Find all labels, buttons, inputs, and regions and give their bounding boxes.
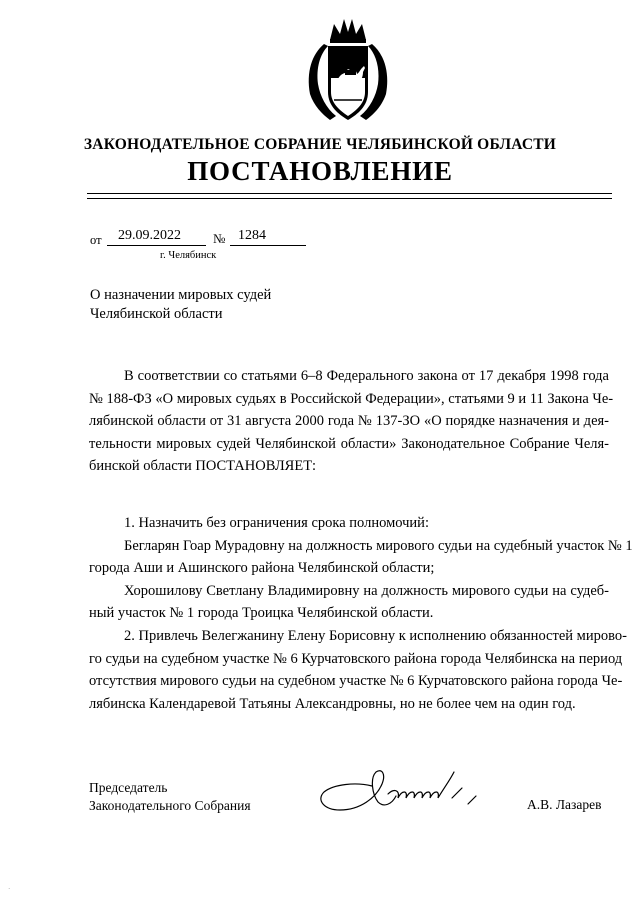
clause-2-line: 2. Привлечь Велегжанину Елену Борисовну к исполнению обязанностей мирово- xyxy=(124,628,627,644)
appointee-line: города Аши и Ашинского района Челябинской области; xyxy=(89,560,435,576)
preamble-line: бинской области ПОСТАНОВЛЯЕТ: xyxy=(89,458,317,474)
number-prefix: № xyxy=(213,231,226,246)
signatory-title-line: Председатель xyxy=(89,780,168,795)
header-rule-thick xyxy=(87,193,612,194)
signatory-title xyxy=(89,779,251,815)
subject-line: Челябинской области xyxy=(90,306,223,322)
number-underline xyxy=(230,245,306,246)
signatory-name: А.В. Лазарев xyxy=(527,797,602,812)
document-type-title: ПОСТАНОВЛЕНИЕ xyxy=(187,156,453,186)
appointee-line: ный участок № 1 города Троицка Челябинской области. xyxy=(89,605,434,621)
clause-2-line: го судьи на судебном участке № 6 Курчатовского района города Челябинска на период xyxy=(89,650,623,667)
chelyabinsk-crest-icon xyxy=(296,10,400,128)
preamble-line: лябинской области от 31 августа 2000 года № 137-ЗО «О порядке назначения и дея- xyxy=(89,413,609,429)
document-number: 1284 xyxy=(238,228,266,243)
preamble-paragraph xyxy=(89,365,614,478)
date-underline xyxy=(107,245,206,246)
appointee-line: Хорошилову Светлану Владимировну на должность мирового судьи на судеб- xyxy=(124,582,609,599)
handwritten-signature-icon xyxy=(312,758,487,824)
signatory-title-line: Законодательного Собрания xyxy=(89,798,251,813)
document-subject xyxy=(90,286,390,324)
date-prefix: от xyxy=(90,233,102,247)
clause-2-line: лябинска Календаревой Татьяны Александровны, но не более чем на один год. xyxy=(89,695,576,712)
preamble-line: В соответствии со статьями 6–8 Федерального закона от 17 декабря 1998 года xyxy=(124,368,609,384)
appointee-line: Бегларян Гоар Мурадовну на должность мирового судьи на судебный участок № 1 xyxy=(124,537,633,554)
clause-2-line: отсутствия мирового судьи на судебном участке № 6 Курчатовского района города Че- xyxy=(89,673,623,689)
page-mark: · xyxy=(8,885,11,893)
subject-line: О назначении мировых судей xyxy=(90,287,272,303)
organization-title: ЗАКОНОДАТЕЛЬНОЕ СОБРАНИЕ ЧЕЛЯБИНСКОЙ ОБЛАСТИ xyxy=(83,136,557,153)
preamble-line: тельности мировых судей Челябинской области» Законодательное Собрание Челя- xyxy=(89,435,609,452)
clause-1-heading: 1. Назначить без ограничения срока полномочий: xyxy=(124,515,429,531)
city-label: г. Челябинск xyxy=(160,250,217,261)
header-rule-thin xyxy=(87,198,612,199)
clause-1 xyxy=(89,512,633,625)
document-date: 29.09.2022 xyxy=(118,228,181,243)
preamble-line: № 188-ФЗ «О мировых судьях в Российской Федерации», статьями 9 и 11 Закона Че- xyxy=(89,390,614,407)
clause-2 xyxy=(89,625,627,715)
